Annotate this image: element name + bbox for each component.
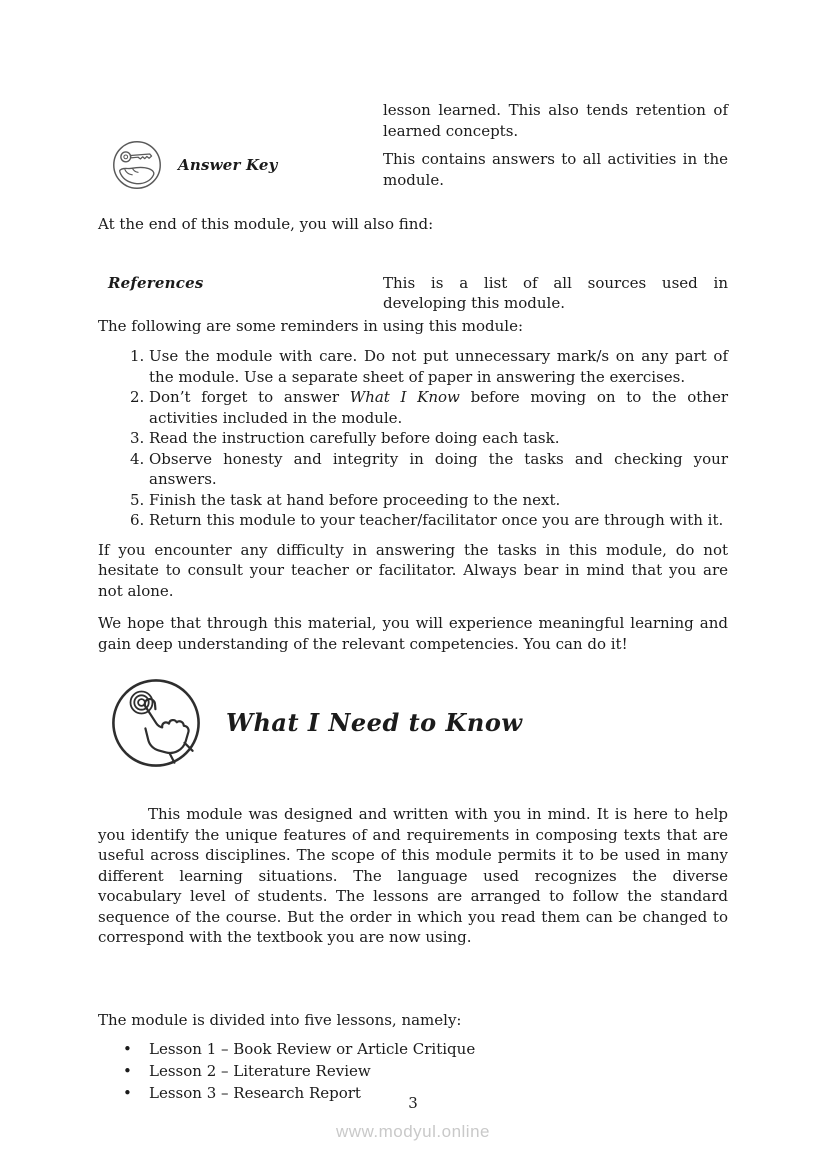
list-item-text: Finish the task at hand before proceeding to the next. — [149, 490, 561, 509]
paragraph-difficulty: If you encounter any difficulty in answering the tasks in this module, do not hesitate to consult your teacher or facilitator. Always bear in mind that you are not alone. — [98, 540, 728, 600]
answer-key-description: This contains answers to all activities in the module. — [383, 150, 728, 189]
lesson-item-text: Lesson 1 – Book Review or Article Critique — [149, 1040, 476, 1058]
answer-key-cell — [98, 149, 383, 190]
paragraph-hope: We hope that through this material, you will experience meaningful learning and gain deep understanding of the relevant competencies. You can do it! — [98, 614, 728, 653]
bullet-icon: • — [123, 1062, 132, 1080]
list-item-number: 4. — [130, 449, 145, 468]
references-description: This is a list of all sources used in developing this module. — [383, 273, 728, 312]
list-item-number: 5. — [130, 490, 145, 509]
list-item — [98, 1060, 728, 1082]
references-cell — [98, 273, 383, 314]
row-references — [98, 273, 728, 314]
list-item-number: 1. — [130, 347, 145, 365]
bullet-icon: • — [123, 1040, 132, 1058]
reminders-intro: The following are some reminders in using this module: — [98, 316, 523, 335]
lessons-intro: The module is divided into five lessons, namely: — [98, 1010, 462, 1029]
section-heading: What I Need to Know — [226, 708, 523, 737]
list-item — [98, 428, 728, 449]
list-item-text: Observe honesty and integrity in doing the tasks and checking your answers. — [149, 449, 728, 488]
list-item-text: Return this module to your teacher/facilitator once you are through with it. — [149, 511, 724, 529]
watermark: www.modyul.online — [335, 1122, 490, 1141]
module-intro-paragraph: This module was designed and written with you in mind. It is here to help you identify the unique features of and requirements in composing texts that are useful across disciplines. The scope of this module permits it to be used in many different learning situations. The language used recognizes the diverse vocabulary level of students. The lessons are arranged to follow the standard sequence of the course. But the order in which you read them can be changed to correspond with the textbook you are now using. — [98, 805, 728, 946]
list-item-text: Don’t forget to answer — [149, 388, 350, 406]
list-item — [98, 490, 728, 511]
section-heading-row — [98, 678, 728, 768]
list-item-text-post: before moving on to the other activities included in the module. — [149, 388, 728, 427]
list-item-number: 2. — [130, 388, 145, 406]
row-overflow — [98, 100, 728, 141]
page-number: 3 — [408, 1094, 418, 1112]
list-item-text: Use the module with care. Do not put unnecessary mark/s on any part of the module. Use a separate sheet of paper in answering the exercises. — [149, 347, 728, 386]
list-item-emphasis: What I Know — [349, 388, 460, 406]
list-item — [98, 346, 728, 387]
list-item-text: Read the instruction carefully before doing each task. — [149, 429, 560, 447]
row-answer-key — [98, 149, 728, 190]
list-item-number: 6. — [130, 511, 145, 529]
list-item — [98, 387, 728, 428]
at-end-line: At the end of this module, you will also find: — [98, 215, 434, 233]
list-item — [98, 1038, 728, 1060]
hand-holding-key-icon — [112, 140, 162, 190]
reminders-list — [98, 346, 728, 531]
list-item-number: 3. — [130, 429, 145, 447]
list-item — [98, 510, 728, 531]
list-item — [98, 449, 728, 490]
overflow-description: lesson learned. This also tends retention of learned concepts. — [383, 101, 728, 140]
lesson-item-text: Lesson 3 – Research Report — [149, 1084, 361, 1102]
finger-pressing-button-icon — [111, 678, 201, 768]
answer-key-label: Answer Key — [178, 155, 278, 174]
answer-key-icon-label — [98, 140, 383, 190]
row-overflow-left-spacer — [98, 100, 383, 141]
bullet-icon: • — [123, 1084, 132, 1102]
lesson-item-text: Lesson 2 – Literature Review — [149, 1062, 371, 1080]
references-label: References — [108, 273, 204, 292]
